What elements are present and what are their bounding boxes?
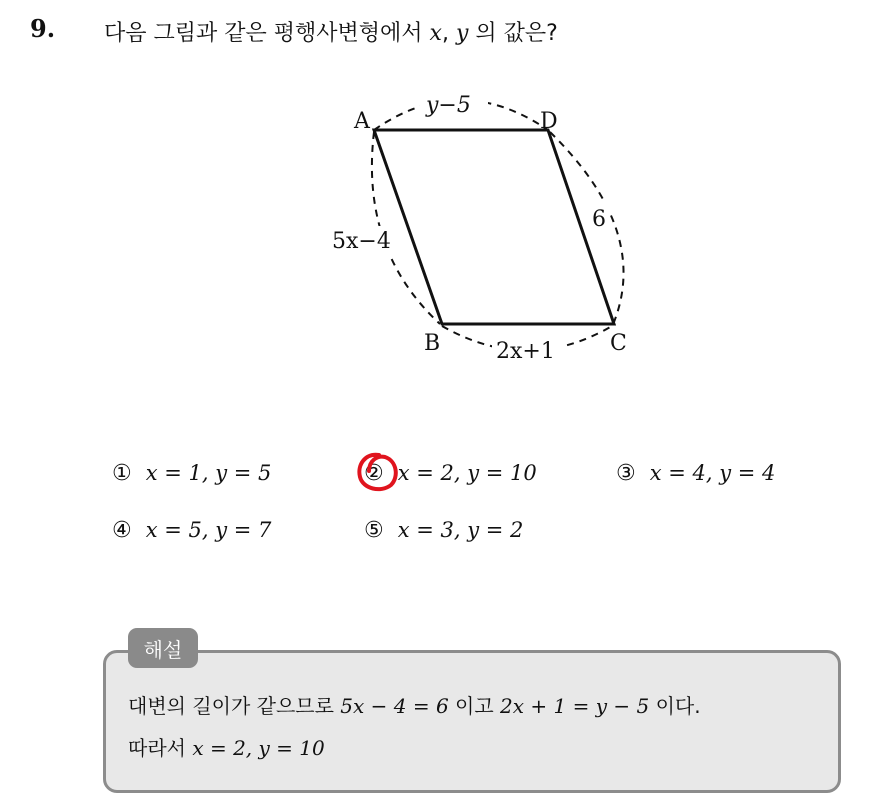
equation-3: x = 2, y = 10 bbox=[192, 736, 325, 760]
vertex-b: B bbox=[424, 331, 441, 356]
equation-2: 2x + 1 = y − 5 bbox=[500, 694, 650, 718]
explanation-box bbox=[103, 650, 841, 793]
equation-1: 5x − 4 = 6 bbox=[340, 694, 449, 718]
label-ab: 5x−4 bbox=[332, 229, 391, 254]
var-x: x bbox=[429, 21, 442, 46]
explanation-label: 해설 bbox=[128, 628, 198, 668]
parallelogram bbox=[374, 130, 614, 324]
explanation-line-1: 대변의 길이가 같으므로 5x − 4 = 6 이고 2x + 1 = y − 5 이다. bbox=[128, 694, 701, 718]
choice-5[interactable]: ⑤ x = 3, y = 2 bbox=[364, 518, 524, 543]
vertex-d: D bbox=[540, 109, 558, 134]
label-bc: 2x+1 bbox=[496, 339, 555, 364]
choice-4[interactable]: ④ x = 5, y = 7 bbox=[112, 518, 272, 543]
choice-2[interactable]: ② x = 2, y = 10 bbox=[364, 461, 537, 486]
question-prompt: 다음 그림과 같은 평행사변형에서 bbox=[104, 21, 423, 46]
choice-1[interactable]: ① x = 1, y = 5 bbox=[112, 461, 272, 486]
question-number: 9. bbox=[30, 14, 56, 43]
dashed-arc-dc bbox=[550, 132, 624, 322]
question-end: 의 값은? bbox=[475, 21, 558, 46]
answer-circle-mark bbox=[353, 449, 403, 495]
choice-3[interactable]: ③ x = 4, y = 4 bbox=[616, 461, 776, 486]
comma: , bbox=[441, 21, 449, 46]
var-y: y bbox=[455, 21, 469, 46]
vertex-c: C bbox=[610, 331, 627, 356]
label-ad: y−5 bbox=[426, 93, 471, 118]
vertex-a: A bbox=[354, 109, 370, 134]
label-dc: 6 bbox=[592, 207, 606, 232]
explanation-line-2: 따라서 x = 2, y = 10 bbox=[128, 736, 325, 760]
